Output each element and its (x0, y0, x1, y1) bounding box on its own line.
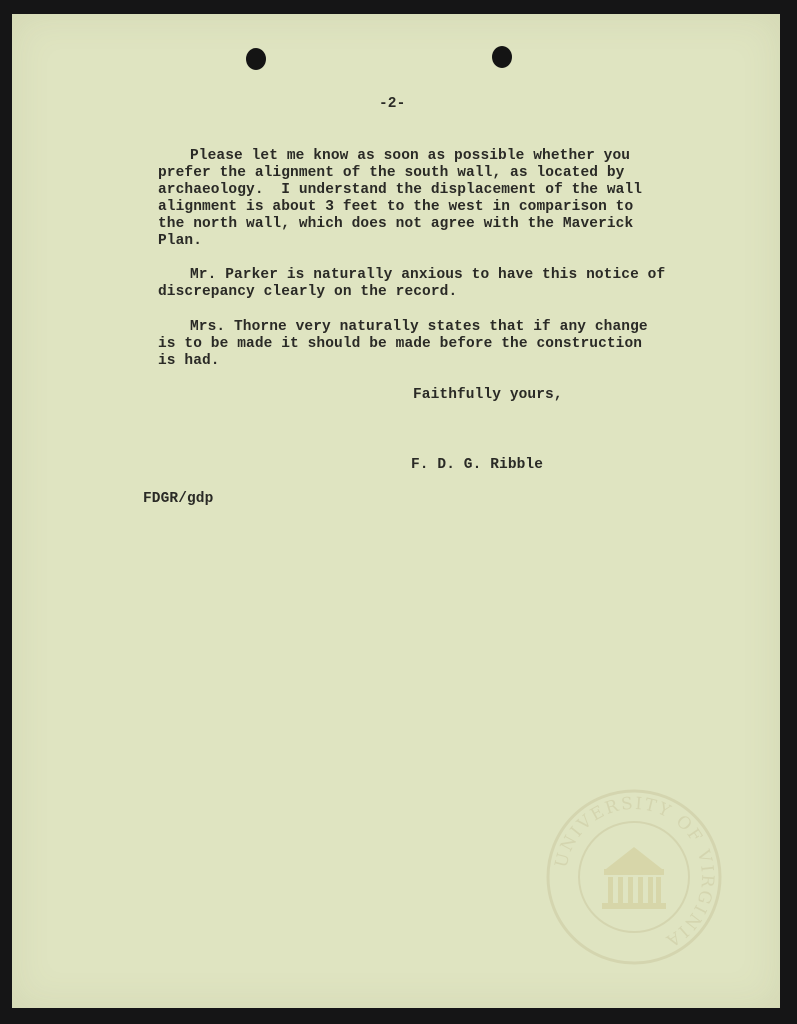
reference-initials: FDGR/gdp (143, 491, 214, 507)
paragraph-3-line-3: is had. (158, 353, 220, 369)
paragraph-2-line-1: Mr. Parker is naturally anxious to have this notice of (190, 267, 666, 283)
paragraph-3-line-1: Mrs. Thorne very naturally states that if any change (190, 319, 648, 335)
seal-text: UNIVERSITY OF VIRGINIA (551, 793, 718, 952)
paragraph-1-line-5: the north wall, which does not agree with the Maverick (158, 216, 634, 232)
paragraph-1-line-2: prefer the alignment of the south wall, as located by (158, 165, 625, 181)
signature-name: F. D. G. Ribble (411, 457, 544, 473)
letter-page (12, 14, 780, 1008)
paragraph-2-line-2: discrepancy clearly on the record. (158, 284, 458, 300)
paragraph-1-line-3: archaeology. I understand the displacement of the wall (158, 182, 643, 198)
paragraph-1-line-4: alignment is about 3 feet to the west in comparison to (158, 199, 634, 215)
punch-hole-left (246, 48, 266, 70)
paragraph-1-line-6: Plan. (158, 233, 203, 249)
paragraph-3-line-2: is to be made it should be made before the construction (158, 336, 643, 352)
closing-text: Faithfully yours, (413, 387, 563, 403)
punch-hole-right (492, 46, 512, 68)
paragraph-1-line-1: Please let me know as soon as possible whether you (190, 148, 631, 164)
page-number: -2- (379, 96, 406, 112)
university-seal-watermark (546, 789, 722, 965)
